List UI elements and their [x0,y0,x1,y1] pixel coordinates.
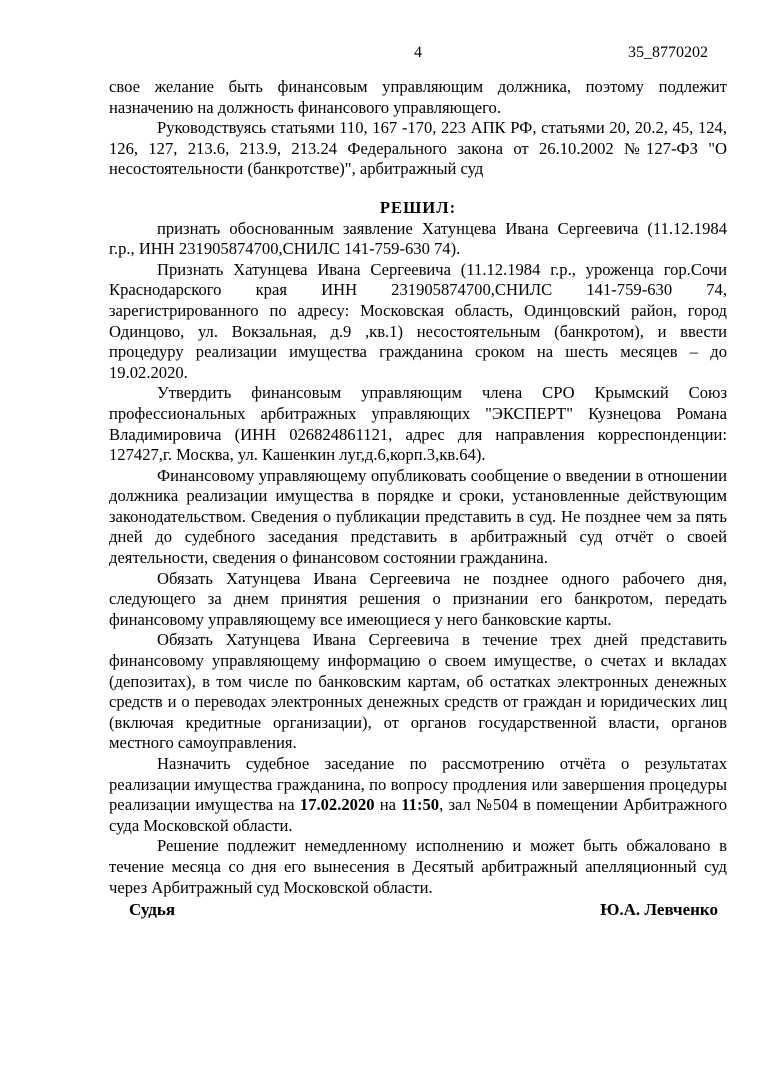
page-number: 4 [414,44,422,61]
case-number: 35_8770202 [628,44,708,61]
paragraph-declare-bankrupt: Признать Хатунцева Ивана Сергеевича (11.12.1984 г.р., уроженца гор.Сочи Краснодарского края ИНН 231905874700,СНИЛС 141-759-630 74, зарегистрированного по адресу: Московская область, Одинцовский район, город Одинцово, ул. Вокзальная, д.9 ,кв.1) несостоятельным (банкротом), и ввести процедуру реализации имущества гражданина сроком на шесть месяцев – до 19.02.2020. [109,259,727,382]
paragraph-hearing [109,754,727,836]
signature-block [129,900,718,924]
hearing-date: 17.02.2020 [299,795,375,815]
paragraph-property-info: Обязать Хатунцева Ивана Сергеевича в течение трех дней представить финансовому управляющему информацию о своем имуществе, о счетах и вкладах (депозитах), в том числе по банковским картам, об остатках электронных денежных средств и о переводах электронных денежных средств от граждан и юридических лиц (включая кредитные организации), от органов государственной власти, органов местного самоуправления. [109,630,727,753]
paragraph-recognize-claim: признать обоснованным заявление Хатунцева Ивана Сергеевича (11.12.1984 г.р., ИНН 231905874700,СНИЛС 141-759-630 74). [109,218,727,259]
document-body [109,77,727,898]
paragraph-appeal: Решение подлежит немедленному исполнению и может быть обжаловано в течение месяца со дня его вынесения в Десятый арбитражный апелляционный суд через Арбитражный суд Московской области. [109,836,727,897]
paragraph-legal-basis: Руководствуясь статьями 110, 167 -170, 223 АПК РФ, статьями 20, 20.2, 45, 124, 126, 127, 213.6, 213.9, 213.24 Федерального закона от 26.10.2002 №127-ФЗ "О несостоятельности (банкротстве)", арбитражный суд [109,118,727,179]
judge-role: Судья [129,900,176,919]
paragraph-publication: Финансовому управляющему опубликовать сообщение о введении в отношении должника реализации имущества в порядке и сроки, установленные действующим законодательством. Сведения о публикации представить в суд. Не позднее чем за пять дней до судебного заседания представить в арбитражный суд отчёт о своей деятельности, сведения о финансовом состоянии гражданина. [109,465,727,568]
hearing-time: 11:50 [401,795,440,815]
section-spacer [109,180,727,198]
hearing-text-start: Назначить судебное заседание по рассмотрению отчёта о результатах реализации имущества гражданина, по вопросу продления или завершения процедуры реализации имущества на [109,754,727,815]
page-header [0,44,764,66]
paragraph-continuation: свое желание быть финансовым управляющим должника, поэтому подлежит назначению на должность финансового управляющего. [109,77,727,117]
hearing-text-end: , зал №504 в помещении Арбитражного суда Московской области. [109,795,728,835]
hearing-text-between: на [374,795,402,815]
judge-name: Ю.А. Левченко [600,900,718,919]
paragraph-appoint-manager: Утвердить финансовым управляющим члена СРО Крымский Союз профессиональных арбитражных управляющих "ЭКСПЕРТ" Кузнецова Романа Владимировича (ИНН 026824861121, адрес для направления корреспонденции: 127427,г. Москва, ул. Кашенкин луг,д.6,корп.3,кв.64). [109,383,727,465]
paragraph-bank-cards: Обязать Хатунцева Ивана Сергеевича не позднее одного рабочего дня, следующего за днем принятия решения о признании его банкротом, передать финансовому управляющему все имеющиеся у него банковские карты. [109,568,727,629]
decision-heading: РЕШИЛ: [379,197,457,217]
